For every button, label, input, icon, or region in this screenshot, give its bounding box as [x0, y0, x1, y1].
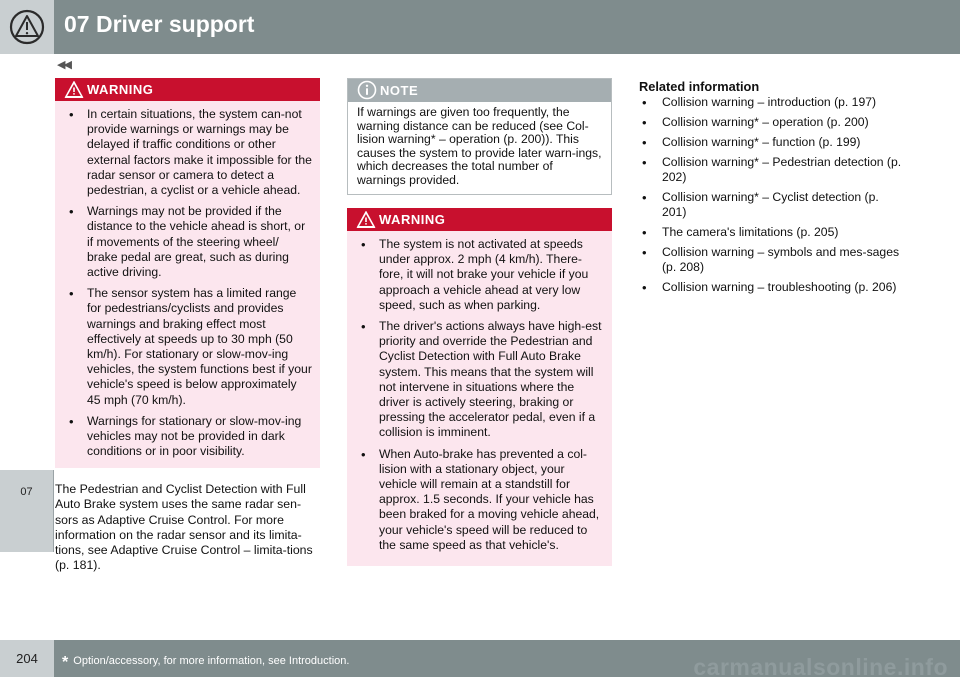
warning-item: • The driver's actions always have high-est priority and override the Pedestrian and Cyclist Detection with Full Auto Brake system. This means that the system will not intervene in situations where the driver is actively steering, braking or pressing the accelerator pedal, even if a collision is imminent. — [357, 319, 604, 441]
related-link[interactable]: • Collision warning – introduction (p. 197) — [639, 95, 904, 110]
watermark: carmanualsonline.info — [693, 654, 948, 680]
related-link[interactable]: • The camera's limitations (p. 205) — [639, 225, 904, 240]
related-link[interactable]: • Collision warning – troubleshooting (p. 206) — [639, 280, 904, 295]
warning-list — [347, 231, 612, 553]
related-link[interactable]: • Collision warning* – Cyclist detection (p. 201) — [639, 190, 904, 220]
warning-icon — [64, 80, 84, 99]
warning-item: • The system is not activated at speeds under approx. 2 mph (4 km/h). There-fore, it will not brake your vehicle if you approach a vehicle ahead at very low speed, such as when parking. — [357, 237, 604, 313]
warning-item: • In certain situations, the system can-not provide warnings or warnings may be delayed if traffic conditions or other external factors make it impossible for the radar sensor or camera to detect a pedestrian, a cyclist or a vehicle ahead. — [65, 107, 312, 198]
related-information-title: Related information — [639, 79, 760, 94]
chapter-side-tab[interactable] — [0, 470, 54, 552]
related-link[interactable]: • Collision warning – symbols and mes-sages (p. 208) — [639, 245, 904, 275]
warning-box-middle — [347, 208, 612, 566]
footnote — [62, 651, 349, 669]
side-tab-label: 07 — [20, 486, 33, 498]
warning-box-header — [55, 78, 320, 101]
previous-page-marker[interactable]: ◀◀ — [57, 59, 70, 71]
page-footer — [0, 640, 960, 680]
chapter-header — [0, 0, 960, 54]
info-icon — [357, 80, 377, 100]
warning-item: • Warnings may not be provided if the distance to the vehicle ahead is short, or if movements of the steering wheel/ brake pedal are great, such as during active driving. — [65, 204, 312, 280]
note-title: NOTE — [380, 83, 419, 98]
warning-item: • Warnings for stationary or slow-mov-ing vehicles may not be provided in dark conditions or in poor visibility. — [65, 414, 312, 460]
related-link[interactable]: • Collision warning* – operation (p. 200) — [639, 115, 904, 130]
related-links-list — [639, 95, 904, 300]
note-box — [347, 78, 612, 195]
note-text: If warnings are given too frequently, the warning distance can be reduced (see Col-lision warning* – operation (p. 200)). This causes the system to provide later warn-ings, which decreases the total number of warnings provided. — [357, 105, 602, 187]
warning-icon — [356, 210, 376, 229]
warning-box-header — [347, 208, 612, 231]
chapter-badge — [0, 0, 54, 54]
chapter-title: 07 Driver support — [64, 11, 255, 37]
related-link[interactable]: • Collision warning* – function (p. 199) — [639, 135, 904, 150]
warning-triangle-icon — [9, 9, 45, 45]
note-box-header — [348, 79, 611, 102]
warning-title: WARNING — [379, 212, 446, 227]
warning-box-left — [55, 78, 320, 468]
footnote-asterisk: * — [62, 654, 69, 671]
related-link[interactable]: • Collision warning* – Pedestrian detection (p. 202) — [639, 155, 904, 185]
warning-title: WARNING — [87, 82, 154, 97]
page-number: 204 — [0, 640, 54, 677]
warning-item: • The sensor system has a limited range for pedestrians/cyclists and provides warnings and braking effect most effectively at speeds up to 30 mph (50 km/h). For stationary or slow-mov-ing vehicles, the system functions best if your vehicle's speed is below approximately 45 mph (70 km/h). — [65, 286, 312, 408]
footnote-text: Option/accessory, for more information, see Introduction. — [73, 655, 350, 667]
body-paragraph: The Pedestrian and Cyclist Detection with Full Auto Brake system uses the same radar sen-sors as Adaptive Cruise Control. For more information on the radar sensor and its limita-tions, see Adaptive Cruise Control – limita-tions (p. 181). — [55, 482, 313, 573]
warning-list — [55, 101, 320, 459]
warning-item: • When Auto-brake has prevented a col-lision with a stationary object, your vehicle will remain at a standstill for approx. 1.5 seconds. If your vehicle has been braked for a moving vehicle ahead, your vehicle's speed will be reduced to the same speed as that vehicle's. — [357, 447, 604, 553]
